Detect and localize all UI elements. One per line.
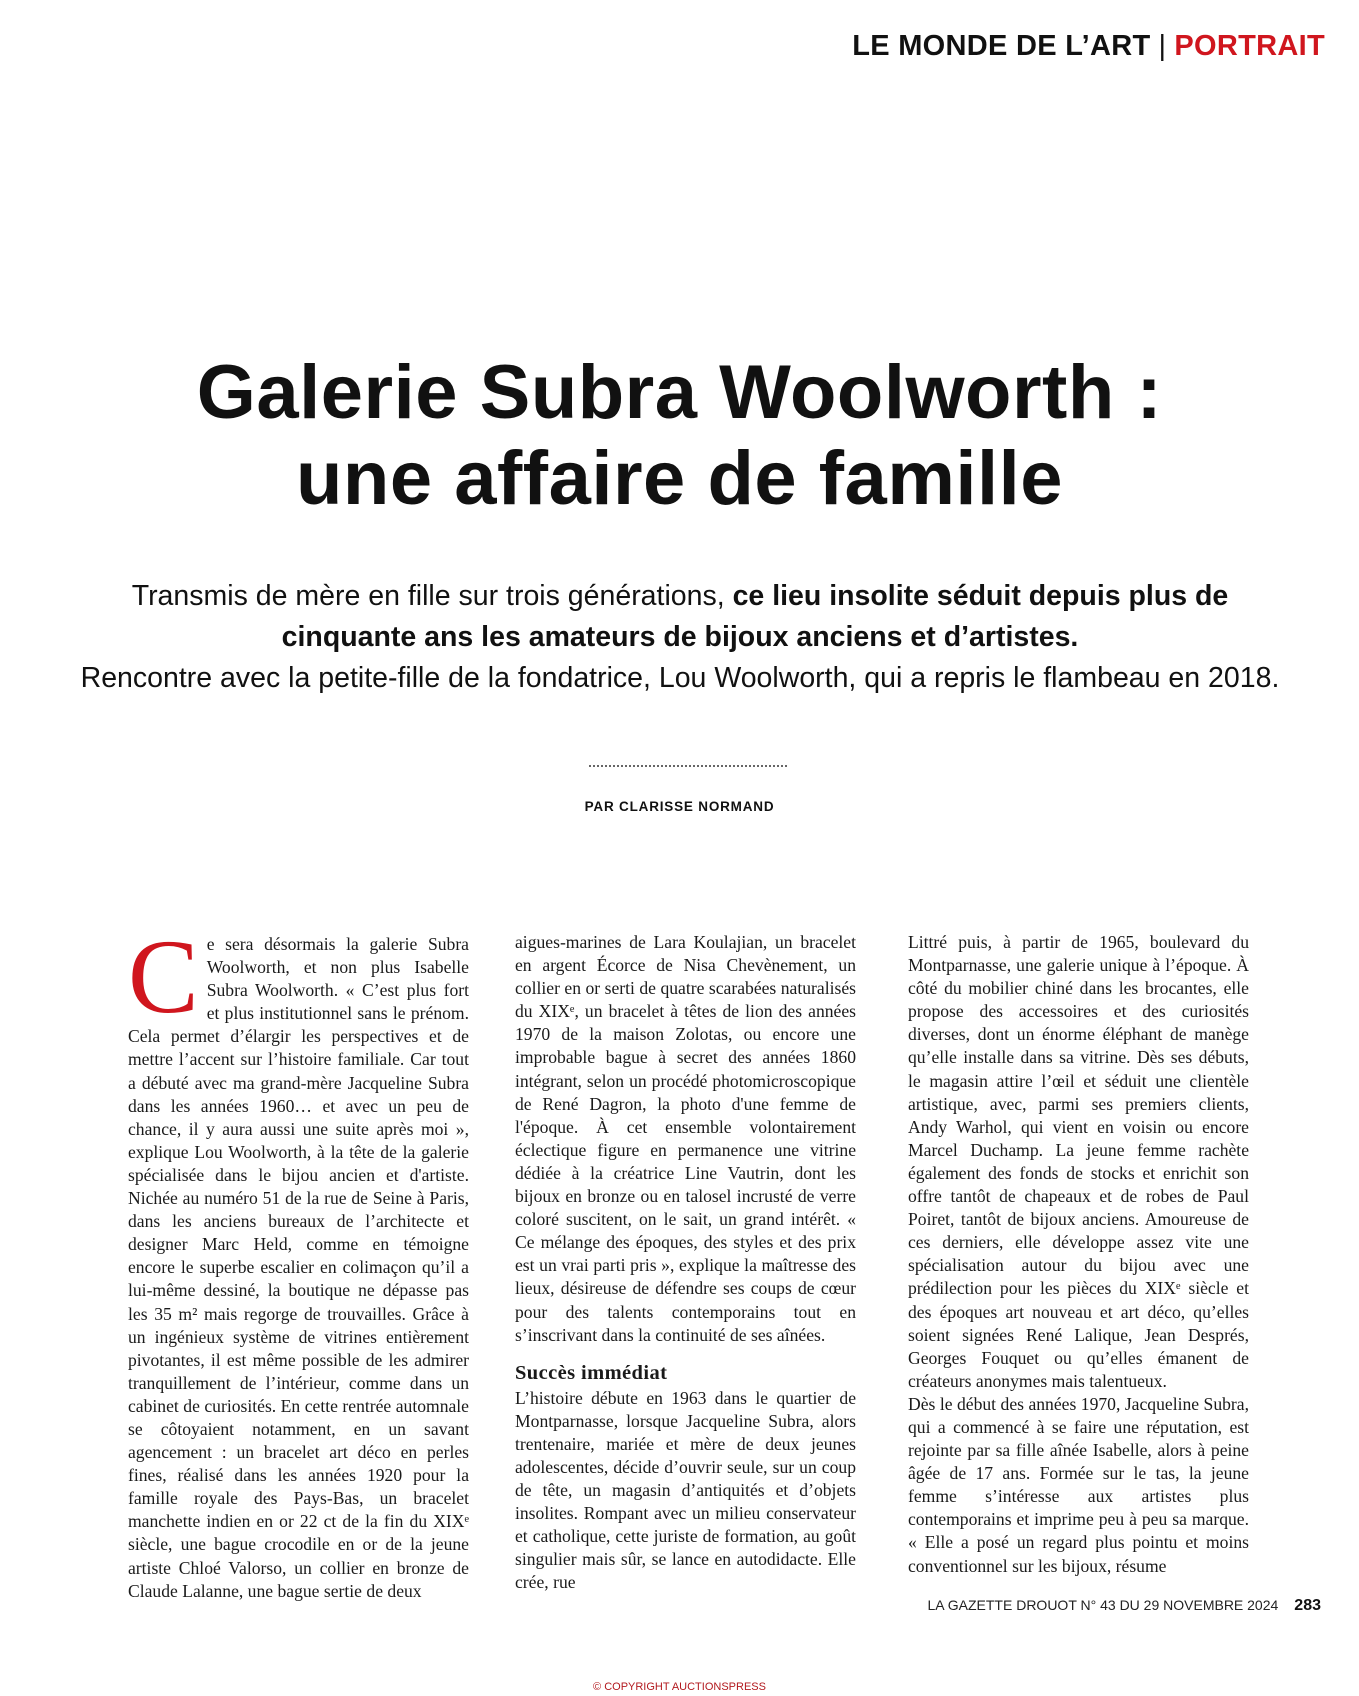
article-standfirst (80, 576, 1280, 699)
article-column-3 (908, 931, 1249, 1578)
standfirst-bold: ce lieu insolite séduit depuis plus de cinquante ans les amateurs de bijoux anciens et d’artistes. (281, 580, 1229, 653)
standfirst-rest: Rencontre avec la petite-fille de la fondatrice, Lou Woolworth, qui a repris le flambeau en 2018. (80, 662, 1280, 694)
section-rubric (852, 30, 1325, 63)
column-2-text: aigues-marines de Lara Koulajian, un bracelet en argent Écorce de Nisa Chevènement, un collier en or serti de quatre scarabées naturalisés du XIXᵉ, un bracelet à têtes de lion des années 1970 de la maison Zolotas, ou encore une improbable bague à secret des années 1860 intégrant, selon un procédé photomicroscopique de René Dagron, la photo d'une femme de l'époque. À cet ensemble volontairement éclectique figure en permanence une vitrine dédiée à la créatrice Line Vautrin, dont les bijoux en bronze ou en talosel incrusté de verre coloré suscitent, on le sait, un grand intérêt. « Ce mélange des époques, des styles et des prix est un vrai parti pris », explique la maîtresse des lieux, désireuse de défendre ses coups de cœur pour des talents contemporains tout en s’inscrivant dans la continuité de ses aînées. (515, 932, 856, 1345)
page-number: 283 (1294, 1597, 1321, 1614)
subheading: Succès immédiat (515, 1361, 668, 1384)
rubric-separator: | (1158, 30, 1167, 62)
page-footer (928, 1597, 1321, 1615)
copyright-notice: © COPYRIGHT AUCTIONSPRESS (593, 1681, 766, 1693)
column-3-text: Littré puis, à partir de 1965, boulevard du Montparnasse, une galerie unique à l’époque. À côté du mobilier chiné dans les brocantes, elle propose des accessoires et des curiosités diverses, dont un énorme éléphant de manège qu’elle installe dans sa vitrine. Dès ses débuts, le magasin attire l’œil et séduit une clientèle artistique, avec, parmi ses premiers clients, Andy Warhol, qui vient en voisin ou encore Marcel Duchamp. La jeune femme rachète également des fonds de stocks et enrichit son offre tantôt de chapeaux et de robes de Paul Poiret, tantôt de bijoux anciens. Amoureuse de ces derniers, elle développe assez vite une spécialisation autour du bijou avec une prédilection pour les pièces du XIXᵉ siècle et des époques art nouveau et art déco, qu’elles soient signées René Lalique, Jean Després, Georges Fouquet ou qu’elles émanent de créateurs anonymes mais talentueux. (908, 932, 1249, 1391)
drop-cap: C (128, 918, 199, 1035)
category-label: PORTRAIT (1174, 30, 1325, 62)
article-column-2 (515, 931, 856, 1595)
article-title (0, 350, 1359, 522)
column-1-text: e sera désormais la galerie Subra Woolworth, et non plus Isabelle Subra Woolworth. « C’est plus fort et plus institutionnel sans le prénom. Cela permet d’élargir les perspectives et de mettre l’accent sur l’histoire familiale. Car tout a débuté avec ma grand-mère Jacqueline Subra dans les années 1960… et avec un peu de chance, il y aura aussi une suite après moi », explique Lou Woolworth, à la tête de la galerie spécialisée dans le bijou ancien et d'artiste. Nichée au numéro 51 de la rue de Seine à Paris, dans les anciens bureaux de l’architecte et designer Marc Held, comme en témoigne encore le superbe escalier en colimaçon qu’il a lui-même dessiné, la boutique ne dépasse pas les 35 m² mais regorge de trouvailles. Grâce à un ingénieux système de vitrines entièrement pivotantes, il est même possible de les admirer tranquillement de l’intérieur, comme dans un cabinet de curiosités. En cette rentrée automnale se côtoyaient notamment, en un savant agencement : un bracelet art déco en perles fines, réalisé dans les années 1920 pour la famille royale des Pays-Bas, un bracelet manchette indien en or 22 ct de la fin du XIXᵉ siècle, une bague crocodile en or de la jeune artiste Chloé Valorso, un collier en bronze de Claude Lalanne, une bague sertie de deux (128, 934, 469, 1601)
column-2-text-after: L’histoire débute en 1963 dans le quartier de Montparnasse, lorsque Jacqueline Subra, alors trentenaire, mariée et mère de deux jeunes adolescentes, décide d’ouvrir seule, sur un coup de tête, un magasin d’antiquités et d’objets insolites. Rompant avec un milieu conservateur et catholique, cette juriste de formation, au goût singulier mais sûr, se lance en autodidacte. Elle crée, rue (515, 1387, 856, 1593)
standfirst-lead: Transmis de mère en fille sur trois générations, (131, 580, 733, 612)
dotted-divider (589, 765, 787, 767)
article-column-1 (128, 918, 469, 1603)
section-name: LE MONDE DE L’ART (852, 30, 1151, 62)
title-line-1: Galerie Subra Woolworth : (196, 350, 1163, 435)
publication-info: LA GAZETTE DROUOT N° 43 DU 29 NOVEMBRE 2024 (927, 1597, 1279, 1613)
byline: PAR CLARISSE NORMAND (584, 799, 775, 814)
column-3-text-2: Dès le début des années 1970, Jacqueline Subra, qui a commencé à se faire une réputation, est rejointe par sa fille aînée Isabelle, alors à peine âgée de 17 ans. Formée sur le tas, la jeune femme s’intéresse aux artistes plus contemporains et imprime peu à peu sa marque. « Elle a posé un regard plus pointu et moins conventionnel sur les bijoux, résume (908, 1393, 1249, 1576)
title-line-2: une affaire de famille (295, 436, 1064, 521)
